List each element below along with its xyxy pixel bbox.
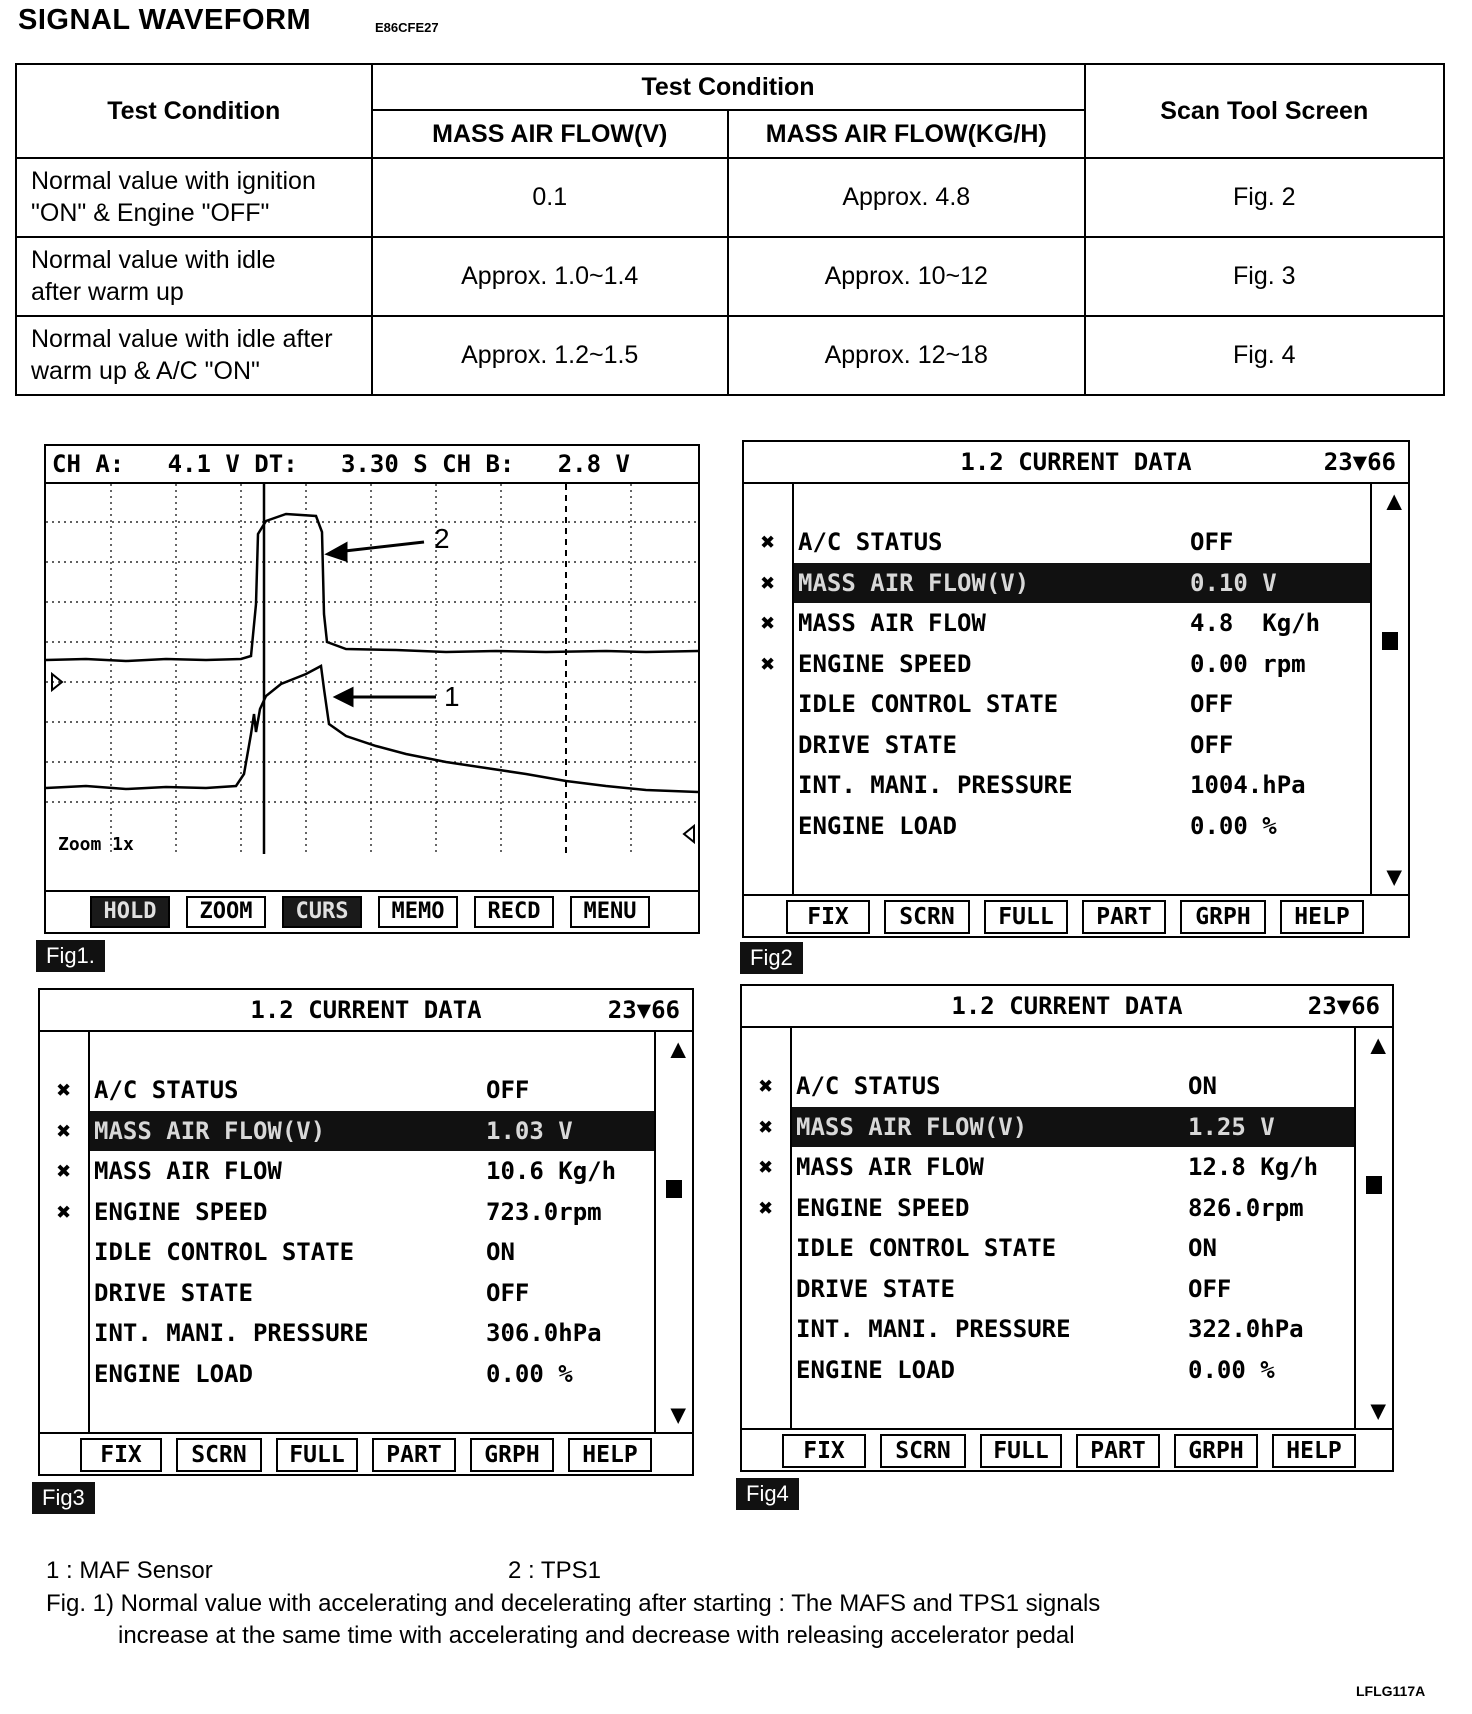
list-item[interactable]	[758, 1066, 1354, 1107]
screen-title: 1.2 CURRENT DATA	[960, 448, 1192, 476]
maf-v-cell: 0.1	[372, 158, 728, 237]
legend-maf: 1 : MAF Sensor	[46, 1557, 213, 1584]
data-list	[758, 1028, 1386, 1428]
star-icon: ✖	[760, 568, 776, 597]
param-label: A/C STATUS	[798, 528, 943, 556]
scan-tool-screen-fig4	[740, 984, 1394, 1472]
legend-tps1: 2 : TPS1	[508, 1557, 601, 1584]
table-row	[16, 237, 1444, 316]
param-value: 0.00 rpm	[1190, 649, 1306, 678]
maf-trace	[46, 666, 698, 792]
scan-toolbar	[40, 1432, 692, 1474]
param-value: 1.25 V	[1188, 1112, 1275, 1141]
grph-button[interactable]: GRPH	[1180, 900, 1266, 934]
record-button[interactable]: RECD	[474, 896, 554, 928]
zoom-level: Zoom 1x	[58, 834, 134, 854]
star-icon: ✖	[758, 1153, 774, 1181]
page-title: SIGNAL WAVEFORM	[18, 4, 312, 36]
fig3-label: Fig3	[32, 1482, 95, 1514]
scroll-up-icon[interactable]: ▲	[670, 1034, 686, 1064]
list-item[interactable]	[56, 1192, 654, 1233]
scan-title-bar	[742, 986, 1392, 1028]
list-item-selected[interactable]	[760, 563, 1370, 604]
header-test-condition-group: Test Condition	[372, 64, 1085, 110]
full-button[interactable]: FULL	[984, 900, 1068, 934]
param-value: 1004.hPa	[1190, 771, 1306, 799]
scan-tool-screen-fig2	[742, 440, 1410, 938]
list-item[interactable]	[794, 765, 1370, 806]
scroll-down-icon[interactable]: ▼	[1386, 862, 1402, 892]
param-value: ON	[1188, 1234, 1217, 1262]
param-value: 4.8 Kg/h	[1190, 609, 1321, 637]
param-label: INT. MANI. PRESSURE	[796, 1315, 1071, 1343]
list-item-selected[interactable]	[56, 1111, 654, 1152]
param-label: MASS AIR FLOW	[798, 609, 986, 637]
condition-cell	[16, 316, 372, 395]
param-label: ENGINE SPEED	[94, 1197, 268, 1226]
condition-line: after warm up	[31, 277, 184, 306]
param-label: DRIVE STATE	[94, 1278, 253, 1307]
page-counter: 23▼66	[1323, 448, 1396, 476]
star-icon: ✖	[758, 1112, 774, 1141]
param-label: MASS AIR FLOW	[796, 1153, 984, 1181]
param-label: DRIVE STATE	[796, 1274, 955, 1303]
help-button[interactable]: HELP	[568, 1438, 652, 1472]
maf-kgh-cell: Approx. 10~12	[728, 237, 1085, 316]
scroll-up-icon[interactable]: ▲	[1370, 1030, 1386, 1060]
condition-cell	[16, 237, 372, 316]
fig1-note: Fig. 1) Normal value with accelerating and decelerating after starting : The MAFS and TPS1 signals	[46, 1590, 1101, 1617]
tps1-trace	[46, 514, 698, 661]
param-label: ENGINE SPEED	[796, 1193, 970, 1222]
full-button[interactable]: FULL	[276, 1438, 358, 1472]
star-icon: ✖	[760, 528, 776, 556]
table-row	[16, 316, 1444, 395]
list-item[interactable]	[90, 1232, 654, 1273]
param-value: 0.00 %	[1188, 1355, 1275, 1384]
scan-toolbar	[744, 894, 1408, 936]
list-item[interactable]	[792, 1228, 1354, 1269]
list-item[interactable]	[794, 684, 1370, 725]
page-counter: 23▼66	[1307, 992, 1380, 1020]
marker-1: 1	[444, 681, 460, 712]
cursor-button[interactable]: CURS	[282, 896, 362, 928]
list-item-selected[interactable]	[758, 1107, 1354, 1148]
trigger-marker	[684, 826, 694, 842]
star-icon: ✖	[758, 1072, 774, 1100]
grph-button[interactable]: GRPH	[470, 1438, 554, 1472]
param-value: OFF	[486, 1278, 530, 1307]
param-label: IDLE CONTROL STATE	[796, 1234, 1057, 1262]
fig-ref-cell: Fig. 4	[1085, 316, 1444, 395]
param-label: MASS AIR FLOW(V)	[796, 1112, 1028, 1141]
fig1-note-cont: increase at the same time with accelerating and decrease with releasing accelerator pedal	[118, 1622, 1075, 1649]
star-icon: ✖	[758, 1193, 774, 1222]
maf-v-cell: Approx. 1.2~1.5	[372, 316, 728, 395]
star-icon: ✖	[56, 1197, 72, 1226]
param-value: ON	[486, 1238, 515, 1266]
part-button[interactable]: PART	[372, 1438, 456, 1472]
fig-ref-cell: Fig. 2	[1085, 158, 1444, 237]
document-code: E86CFE27	[375, 20, 439, 35]
oscilloscope-header: CH A: 4.1 V DT: 3.30 S CH B: 2.8 V	[46, 446, 698, 484]
header-scan-tool-screen: Scan Tool Screen	[1085, 64, 1444, 158]
menu-button[interactable]: MENU	[570, 896, 650, 928]
grph-button[interactable]: GRPH	[1174, 1434, 1258, 1468]
header-test-condition: Test Condition	[16, 64, 372, 158]
figure-code: LFLG117A	[1356, 1683, 1426, 1699]
condition-line: "ON" & Engine "OFF"	[31, 198, 270, 227]
param-label: INT. MANI. PRESSURE	[94, 1319, 369, 1347]
memo-button[interactable]: MEMO	[378, 896, 458, 928]
param-value: 826.0rpm	[1188, 1193, 1304, 1222]
fig-ref-cell: Fig. 3	[1085, 237, 1444, 316]
param-label: ENGINE LOAD	[798, 811, 957, 840]
scan-toolbar	[742, 1428, 1392, 1470]
fix-button[interactable]: FIX	[786, 900, 870, 934]
param-value: 1.03 V	[486, 1116, 573, 1145]
list-item[interactable]	[792, 1350, 1354, 1391]
screen-title: 1.2 CURRENT DATA	[951, 992, 1183, 1020]
param-label: A/C STATUS	[94, 1076, 239, 1104]
list-item[interactable]	[794, 806, 1370, 847]
param-label: ENGINE SPEED	[798, 649, 972, 678]
param-value: OFF	[1188, 1274, 1232, 1303]
star-icon: ✖	[56, 1157, 72, 1185]
table-row	[16, 158, 1444, 237]
fix-button[interactable]: FIX	[80, 1438, 162, 1472]
fig2-label: Fig2	[740, 942, 803, 974]
data-list	[760, 484, 1402, 894]
param-label: IDLE CONTROL STATE	[798, 690, 1059, 718]
marker-2: 2	[434, 523, 450, 554]
param-value: 306.0hPa	[486, 1319, 602, 1347]
list-item[interactable]	[90, 1313, 654, 1354]
page-counter: 23▼66	[607, 996, 680, 1024]
scroll-thumb[interactable]	[1382, 632, 1398, 650]
scroll-thumb[interactable]	[1366, 1176, 1382, 1194]
scroll-thumb[interactable]	[666, 1180, 682, 1198]
list-item[interactable]	[794, 725, 1370, 766]
param-label: MASS AIR FLOW	[94, 1157, 282, 1185]
param-value: OFF	[1190, 690, 1234, 718]
list-item[interactable]	[758, 1147, 1354, 1188]
list-item[interactable]	[760, 522, 1370, 563]
list-item[interactable]	[760, 603, 1370, 644]
hold-button[interactable]: HOLD	[90, 896, 170, 928]
param-value: 322.0hPa	[1188, 1315, 1304, 1343]
scan-title-bar	[744, 442, 1408, 484]
param-value: 0.00 %	[1190, 811, 1277, 840]
param-label: A/C STATUS	[796, 1072, 941, 1100]
condition-line: warm up & A/C "ON"	[31, 356, 260, 385]
param-value: 12.8 Kg/h	[1188, 1153, 1319, 1181]
param-label: MASS AIR FLOW(V)	[94, 1116, 326, 1145]
fig4-label: Fig4	[736, 1478, 799, 1510]
fix-button[interactable]: FIX	[782, 1434, 866, 1468]
help-button[interactable]: HELP	[1280, 900, 1364, 934]
full-button[interactable]: FULL	[980, 1434, 1062, 1468]
param-value: OFF	[486, 1076, 530, 1104]
list-item[interactable]	[760, 644, 1370, 685]
param-label: ENGINE LOAD	[796, 1355, 955, 1384]
maf-v-cell: Approx. 1.0~1.4	[372, 237, 728, 316]
part-button[interactable]: PART	[1082, 900, 1166, 934]
header-maf-v: MASS AIR FLOW(V)	[372, 110, 728, 158]
star-icon: ✖	[760, 609, 776, 637]
fig1-label: Fig1.	[36, 940, 105, 972]
param-value: OFF	[1190, 528, 1234, 556]
maf-kgh-cell: Approx. 4.8	[728, 158, 1085, 237]
header-maf-kgh: MASS AIR FLOW(KG/H)	[728, 110, 1085, 158]
scroll-up-icon[interactable]: ▲	[1386, 486, 1402, 516]
param-value: 0.00 %	[486, 1359, 573, 1388]
list-item[interactable]	[758, 1188, 1354, 1229]
oscilloscope-screen	[44, 444, 700, 934]
data-list	[56, 1032, 686, 1432]
scan-tool-screen-fig3	[38, 988, 694, 1476]
param-label: MASS AIR FLOW(V)	[798, 568, 1030, 597]
param-value: ON	[1188, 1072, 1217, 1100]
scrn-button[interactable]: SCRN	[176, 1438, 262, 1472]
condition-cell	[16, 158, 372, 237]
condition-line: Normal value with idle after	[31, 325, 333, 354]
list-item[interactable]	[90, 1354, 654, 1395]
screen-title: 1.2 CURRENT DATA	[250, 996, 482, 1024]
waveform-plot	[46, 484, 698, 854]
param-value: OFF	[1190, 730, 1234, 759]
param-label: INT. MANI. PRESSURE	[798, 771, 1073, 799]
list-item[interactable]	[56, 1151, 654, 1192]
scrn-button[interactable]: SCRN	[884, 900, 970, 934]
spec-table	[15, 63, 1445, 396]
star-icon: ✖	[56, 1116, 72, 1145]
maf-kgh-cell: Approx. 12~18	[728, 316, 1085, 395]
star-icon: ✖	[760, 649, 776, 678]
param-value: 0.10 V	[1190, 568, 1277, 597]
part-button[interactable]: PART	[1076, 1434, 1160, 1468]
param-value: 10.6 Kg/h	[486, 1157, 617, 1185]
oscilloscope-toolbar	[46, 890, 698, 932]
list-item[interactable]	[56, 1070, 654, 1111]
scrn-button[interactable]: SCRN	[880, 1434, 966, 1468]
param-label: IDLE CONTROL STATE	[94, 1238, 355, 1266]
condition-line: Normal value with idle	[31, 246, 276, 275]
list-item[interactable]	[792, 1269, 1354, 1310]
star-icon: ✖	[56, 1076, 72, 1104]
zoom-button[interactable]: ZOOM	[186, 896, 266, 928]
param-label: DRIVE STATE	[798, 730, 957, 759]
scroll-down-icon[interactable]: ▼	[670, 1400, 686, 1430]
param-label: ENGINE LOAD	[94, 1359, 253, 1388]
list-item[interactable]	[792, 1309, 1354, 1350]
condition-line: Normal value with ignition	[31, 167, 316, 196]
help-button[interactable]: HELP	[1272, 1434, 1356, 1468]
scan-title-bar	[40, 990, 692, 1032]
list-item[interactable]	[90, 1273, 654, 1314]
scroll-down-icon[interactable]: ▼	[1370, 1396, 1386, 1426]
param-value: 723.0rpm	[486, 1197, 602, 1226]
